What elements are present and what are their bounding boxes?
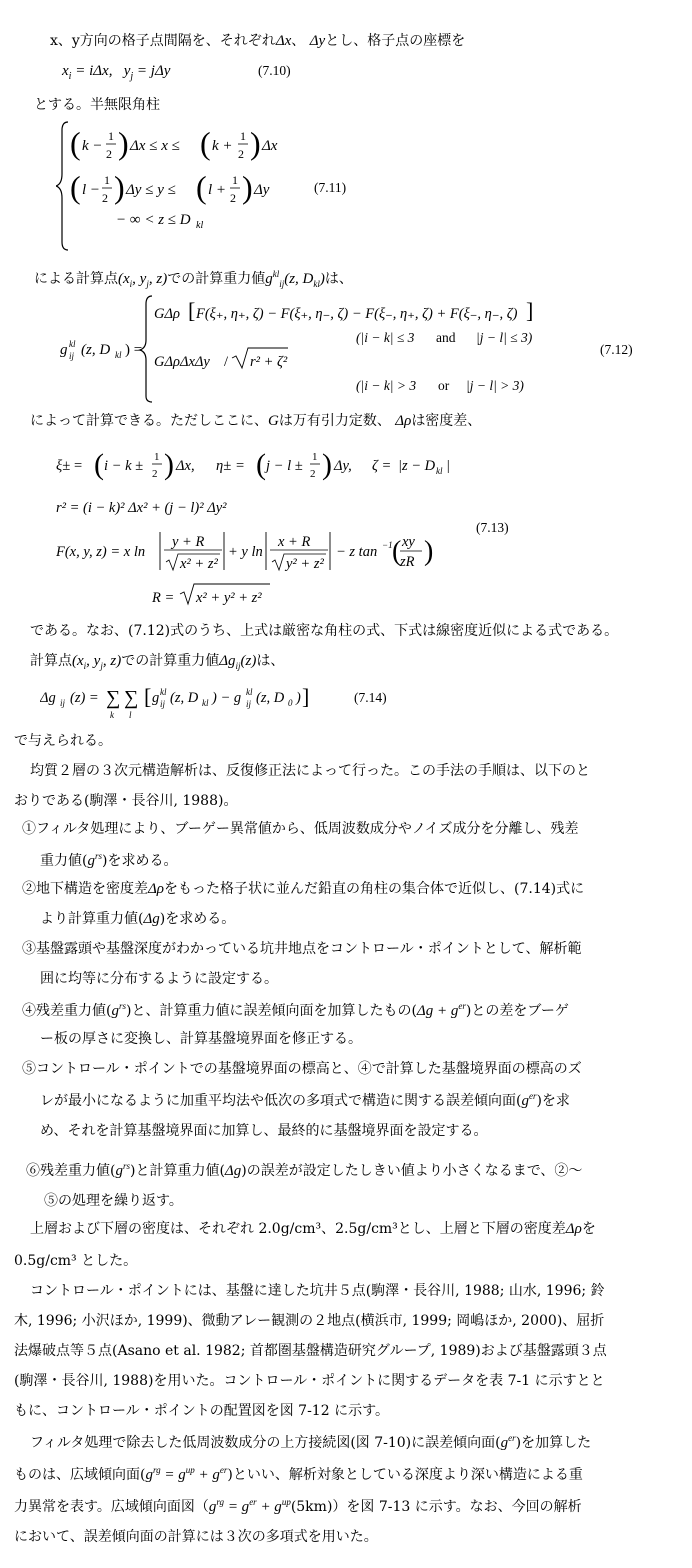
svg-text:η±: η± <box>216 458 232 474</box>
svg-text:) − g: ) − g <box>212 690 242 706</box>
svg-text:(7.14): (7.14) <box>354 690 387 705</box>
svg-text:Δx: Δx <box>262 138 278 154</box>
svg-text:0: 0 <box>288 698 293 708</box>
svg-text:k −: k − <box>82 138 103 154</box>
step-5-line-3: め、それを計算基盤境界面に加算し、最終的に基盤境界面を設定する。 <box>40 1123 488 1139</box>
paragraph-8-line-2: おりである(駒澤・長谷川, 1988)。 <box>14 793 238 809</box>
svg-text:1: 1 <box>104 173 110 187</box>
svg-text:(z) =: (z) = <box>70 690 99 706</box>
svg-text:(z, D: (z, D <box>170 690 199 706</box>
svg-text:r² + ζ²: r² + ζ² <box>250 354 288 370</box>
equation-7-13 <box>56 440 616 616</box>
svg-text:r² = (i − k)² Δx² + (j − l)² Δ: r² = (i − k)² Δx² + (j − l)² Δy² <box>56 500 227 516</box>
step-6-line-1: ⑥残差重力値$(g^{rs})$と計算重力値(Δg)の誤差が設定したしきい値より小さくなるまで、②〜 <box>26 1161 583 1179</box>
svg-text:− z tan: − z tan <box>336 544 378 560</box>
svg-text:F(ξ₊, η₊, ζ) − F(ξ₊, η₋, ζ) −: F(ξ₊, η₊, ζ) − F(ξ₊, η₋, ζ) − F(ξ₋, η₊, ζ) + F(ξ₋, η₋, ζ) <box>196 306 518 322</box>
paragraph-4: によって計算できる。ただしここに、Gは万有引力定数、 Δρは密度差、 <box>30 413 482 429</box>
svg-text:l +: l + <box>208 182 227 198</box>
svg-text:(z, D: (z, D <box>81 342 111 358</box>
paragraph-9-line-2: 0.5g/cm³ とした。 <box>14 1253 138 1269</box>
svg-text:ij: ij <box>60 698 66 708</box>
svg-text:=: = <box>236 458 245 474</box>
svg-text:+ y ln: + y ln <box>228 544 263 560</box>
svg-text:(|i − k| ≤ 3: (|i − k| ≤ 3 <box>356 330 415 345</box>
svg-text:1: 1 <box>240 129 246 143</box>
svg-text:and: and <box>436 330 456 345</box>
step-1-line-2: 重力値$(g^{rs})$を求める。 <box>40 851 178 869</box>
svg-text:(: ( <box>70 169 81 205</box>
svg-text:2: 2 <box>310 468 316 480</box>
svg-text:ξ±: ξ± <box>56 458 71 474</box>
svg-text:Δx ≤ x ≤: Δx ≤ x ≤ <box>130 138 180 154</box>
svg-text:R =: R = <box>152 590 175 606</box>
svg-text:(7.13): (7.13) <box>476 520 509 535</box>
svg-text:F(x, y, z) = x ln: F(x, y, z) = x ln <box>56 544 146 560</box>
svg-text:l −: l − <box>82 182 101 198</box>
paragraph-10-line-2: 木, 1996; 小沢ほか, 1999)、微動アレー観測の２地点(横浜市, 1999; 岡嶋ほか, 2000)、屈折 <box>14 1313 605 1329</box>
paragraph-8-line-1: 均質２層の３次元構造解析は、反復修正法によって行った。この手法の手順は、以下のと <box>30 763 590 779</box>
svg-text:|j − l| > 3): |j − l| > 3) <box>466 378 524 393</box>
paragraph-3: による計算点($x_i$, $y_j$, z)での計算重力値$g^{kl}_{ij}(z$, $D_{kl}$)は、 <box>34 269 353 289</box>
equation-7-14 <box>40 676 420 724</box>
svg-text:kl: kl <box>202 698 209 708</box>
svg-text:k +: k + <box>212 138 233 154</box>
svg-text:g: g <box>60 342 68 358</box>
svg-text:or: or <box>438 378 450 393</box>
svg-text:(: ( <box>196 169 207 205</box>
svg-text:1: 1 <box>108 129 114 143</box>
step-2-line-2: より計算重力値(Δg)を求める。 <box>40 911 236 927</box>
svg-text:): ) <box>322 448 332 481</box>
svg-text:2: 2 <box>102 191 108 205</box>
paragraph-5: である。なお、(7.12)式のうち、上式は厳密な角柱の式、下式は線密度近似による式である。 <box>30 623 619 639</box>
paragraph-10-line-1: コントロール・ポイントには、基盤に達した坑井５点(駒澤・長谷川, 1988; 山水, 1996; 鈴 <box>30 1283 605 1299</box>
svg-text:): ) <box>114 169 125 205</box>
step-2-line-1: ②地下構造を密度差Δρをもった格子状に並んだ鉛直の角柱の集合体で近似し、(7.14)式に <box>22 881 585 897</box>
svg-text:Δx,: Δx, <box>176 458 195 474</box>
paragraph-7: で与えられる。 <box>14 733 112 749</box>
svg-text:y + R: y + R <box>172 534 205 550</box>
svg-text:[: [ <box>144 684 152 709</box>
step-5-line-1: ⑤コントロール・ポイントでの基盤境界面の標高と、④で計算した基盤境界面の標高のズ <box>22 1061 582 1077</box>
svg-text:GΔρΔxΔy: GΔρΔxΔy <box>154 354 210 370</box>
svg-text:2: 2 <box>152 468 158 480</box>
svg-text:(|i − k| > 3: (|i − k| > 3 <box>356 378 417 393</box>
svg-text:x + R: x + R <box>278 534 311 550</box>
svg-text:i − k ±: i − k ± <box>104 458 144 474</box>
svg-text:): ) <box>242 169 253 205</box>
svg-text:kl: kl <box>436 466 443 476</box>
svg-text:(: ( <box>256 448 266 481</box>
svg-text:kl: kl <box>160 687 167 697</box>
svg-text:2: 2 <box>106 147 112 161</box>
svg-text:kl: kl <box>115 350 122 360</box>
svg-text:[: [ <box>188 298 196 323</box>
step-6-line-2: ⑤の処理を繰り返す。 <box>44 1193 183 1209</box>
svg-text:|z − D: |z − D <box>398 458 436 474</box>
step-4-line-2: ー板の厚さに変換し、計算基盤境界面を修正する。 <box>40 1031 362 1047</box>
step-3-line-1: ③基盤露頭や基盤深度がわかっている坑井地点をコントロール・ポイントとして、解析範 <box>22 941 582 957</box>
svg-text:(: ( <box>392 536 402 567</box>
paragraph-11-line-2: ものは、広域傾向面$(g^{rg} = g^{up} + g^{er})$といい、解析対象としている深度より深い構造による重 <box>14 1465 583 1483</box>
svg-text:Δy: Δy <box>254 182 270 198</box>
svg-text:l: l <box>129 710 132 720</box>
svg-text:x² + z²: x² + z² <box>180 556 218 572</box>
svg-text:(7.12): (7.12) <box>600 342 633 357</box>
equation-7-12 <box>56 292 656 404</box>
intro-sentence: x、y方向の格子点間隔を、それぞれΔx、 Δyとし、格子点の座標を <box>50 33 466 49</box>
svg-text:zR: zR <box>400 554 415 570</box>
svg-text:2: 2 <box>238 147 244 161</box>
svg-text:): ) <box>118 125 129 161</box>
svg-text:∑: ∑ <box>106 687 121 709</box>
svg-text:x² + y² + z²: x² + y² + z² <box>196 590 262 606</box>
svg-text:Δy,: Δy, <box>334 458 352 474</box>
equation-7-11 <box>56 118 376 254</box>
svg-text:kl: kl <box>196 220 204 231</box>
svg-text:−1: −1 <box>382 540 393 550</box>
svg-text:]: ] <box>302 684 310 709</box>
svg-text:j − l ±: j − l ± <box>266 458 303 474</box>
step-1-line-1: ①フィルタ処理により、ブーゲー異常値から、低周波数成分やノイズ成分を分離し、残差 <box>22 821 579 837</box>
paragraph-11-line-1: フィルタ処理で除去した低周波数成分の上方接続図(図 7-10)に誤差傾向面$(g^{er})$を加算した <box>30 1433 592 1451</box>
equation-7-10: $x_i = i\Delta x$, $y_j = j\Delta y$ <box>62 63 171 82</box>
svg-text:(: ( <box>94 448 104 481</box>
svg-text:ij: ij <box>246 699 252 709</box>
svg-text:2: 2 <box>230 191 236 205</box>
paragraph-2: とする。半無限角柱 <box>34 97 160 113</box>
svg-text:kl: kl <box>69 339 76 349</box>
svg-text:ζ =: ζ = <box>372 458 392 474</box>
svg-text:): ) <box>296 690 301 706</box>
svg-text:(z, D: (z, D <box>256 690 285 706</box>
svg-text:/: / <box>224 354 229 370</box>
svg-text:=: = <box>74 458 83 474</box>
svg-text:ij: ij <box>69 351 75 361</box>
paragraph-10-line-5: もに、コントロール・ポイントの配置図を図 7-12 に示す。 <box>14 1403 389 1419</box>
svg-text:) =: ) = <box>125 342 143 358</box>
svg-text:ij: ij <box>160 699 166 709</box>
svg-text:Δy ≤ y ≤: Δy ≤ y ≤ <box>126 182 176 198</box>
svg-text:|j − l| ≤ 3): |j − l| ≤ 3) <box>476 330 533 345</box>
paragraph-11-line-4: において、誤差傾向面の計算には３次の多項式を用いた。 <box>14 1529 378 1545</box>
paragraph-10-line-3: 法爆破点等５点(Asano et al. 1982; 首都圏基盤構造研究グループ, 1989)および基盤露頭３点 <box>14 1343 607 1359</box>
svg-text:1: 1 <box>232 173 238 187</box>
svg-text:y² + z²: y² + z² <box>286 556 324 572</box>
svg-text:): ) <box>424 536 434 567</box>
paragraph-11-line-3: 力異常を表す。広域傾向面図$(g^{rg} = g^{er} + g^{up}(5km))$を図 7-13 に示す。なお、今回の解析 <box>14 1497 582 1515</box>
svg-text:− ∞ < z ≤ D: − ∞ < z ≤ D <box>116 212 191 228</box>
step-5-line-2: レが最小になるように加重平均法や低次の多項式で構造に関する誤差傾向面$(g^{er})$を求 <box>40 1091 570 1109</box>
svg-text:g: g <box>152 690 160 706</box>
svg-text:k: k <box>110 710 114 720</box>
equation-number-7-10: (7.10) <box>258 63 291 78</box>
step-4-line-1: ④残差重力値$(g^{rs})$と、計算重力値に誤差傾向面を加算したもの$(\Delta g + g^{er})$との差をブーゲ <box>22 1001 569 1019</box>
svg-text:xy: xy <box>402 534 415 550</box>
svg-text:kl: kl <box>246 687 253 697</box>
paragraph-9-line-1: 上層および下層の密度は、それぞれ 2.0g/cm³、2.5g/cm³とし、上層と下層の密度差Δρを <box>30 1221 596 1237</box>
svg-text:): ) <box>250 125 261 161</box>
svg-text:]: ] <box>526 298 534 323</box>
paragraph-10-line-4: (駒澤・長谷川, 1988)を用いた。コントロール・ポイントに関するデータを表 7-1 に示すとと <box>14 1373 605 1389</box>
paragraph-6: 計算点($x_i$, $y_j$, z)での計算重力値$\Delta g_{ij}(z)$は、 <box>30 653 285 671</box>
svg-text:(7.11): (7.11) <box>314 180 347 195</box>
svg-text:Δg: Δg <box>40 690 56 706</box>
svg-text:): ) <box>164 448 174 481</box>
svg-text:GΔρ: GΔρ <box>154 306 180 322</box>
svg-text:1: 1 <box>154 451 160 463</box>
svg-text:(: ( <box>200 125 211 161</box>
svg-text:(: ( <box>70 125 81 161</box>
svg-text:|: | <box>446 458 450 474</box>
step-3-line-2: 囲に均等に分布するように設定する。 <box>40 971 278 987</box>
svg-text:∑: ∑ <box>124 687 139 709</box>
svg-text:1: 1 <box>312 451 318 463</box>
